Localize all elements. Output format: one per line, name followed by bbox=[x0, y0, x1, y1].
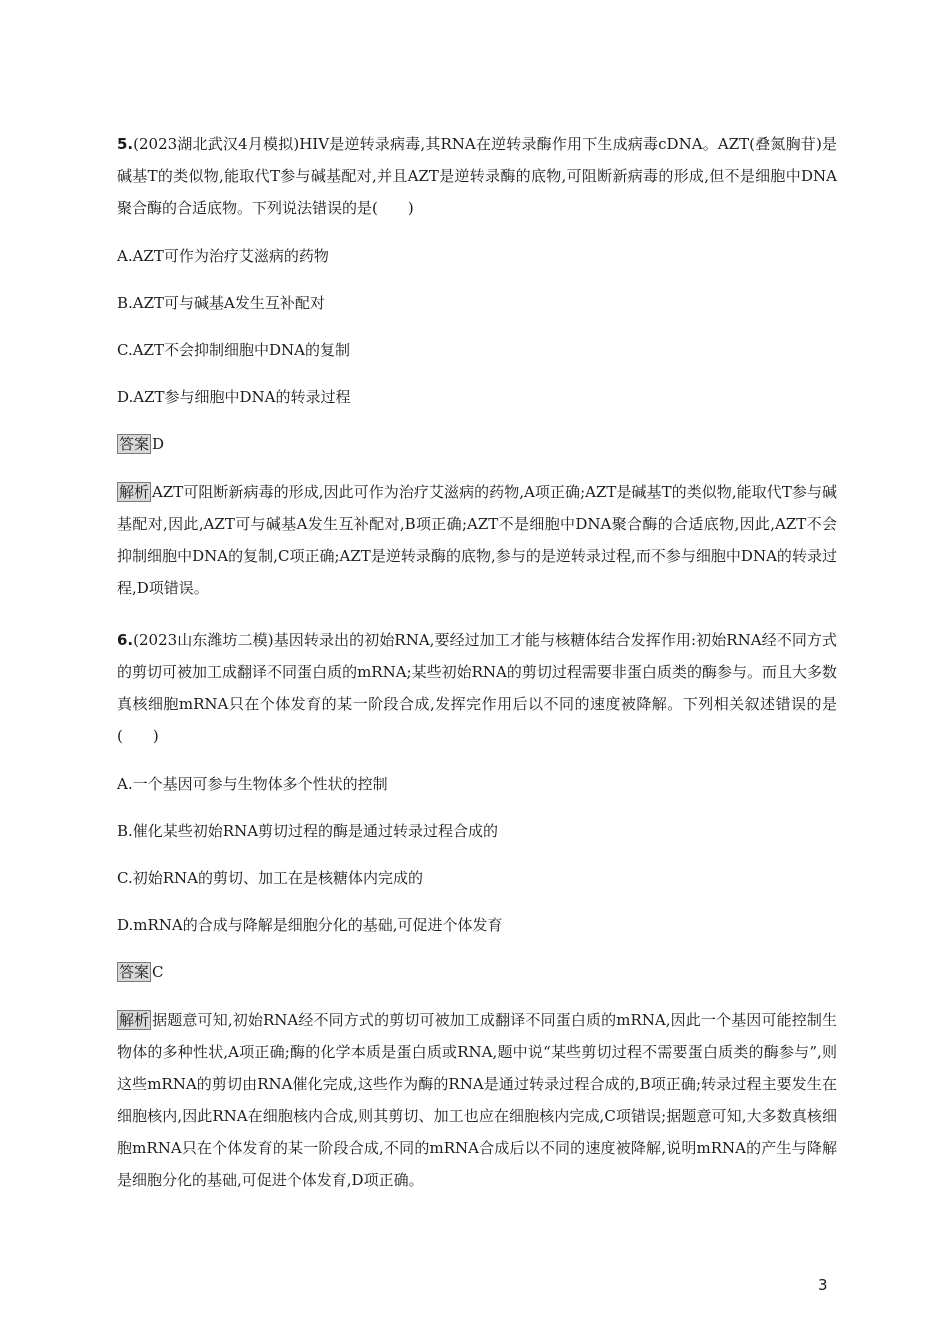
q5-option-d: D.AZT参与细胞中DNA的转录过程 bbox=[117, 388, 351, 406]
page-number: 3 bbox=[818, 1276, 828, 1294]
q6-option-b: B.催化某些初始RNA剪切过程的酶是通过转录过程合成的 bbox=[117, 822, 499, 840]
q5-option-b: B.AZT可与碱基A发生互补配对 bbox=[117, 294, 325, 312]
q6-answer bbox=[117, 960, 837, 984]
answer-value: D bbox=[152, 435, 165, 453]
explanation-text: AZT可阻断新病毒的形成,因此可作为治疗艾滋病的药物,A项正确;AZT是碱基T的类似物,能取代T参与碱基配对,因此,AZT可与碱基A发生互补配对,B项正确;AZT不是细胞中DNA聚合酶的合适底物,因此,AZT不会抑制细胞中DNA的复制,C项正确;AZT是逆转录酶的底物,参与的是逆转录过程,而不参与细胞中DNA的转录过程,D项错误。 bbox=[117, 483, 837, 597]
q6-option-d: D.mRNA的合成与降解是细胞分化的基础,可促进个体发育 bbox=[117, 916, 503, 934]
answer-tag: 答案 bbox=[119, 963, 150, 981]
question-text: (2023湖北武汉4月模拟)HIV是逆转录病毒,其RNA在逆转录酶作用下生成病毒cDNA。AZT(叠氮胸苷)是碱基T的类似物,能取代T参与碱基配对,并且AZT是逆转录酶的底物,可阻断新病毒的形成,但不是细胞中DNA聚合酶的合适底物。下列说法错误的是( ) bbox=[117, 135, 837, 217]
q6-option-c: C.初始RNA的剪切、加工在是核糖体内完成的 bbox=[117, 869, 423, 887]
q5-answer bbox=[117, 432, 837, 456]
question-number: 6. bbox=[117, 631, 134, 649]
question-text: (2023山东潍坊二模)基因转录出的初始RNA,要经过加工才能与核糖体结合发挥作用:初始RNA经不同方式的剪切可被加工成翻译不同蛋白质的mRNA;某些初始RNA的剪切过程需要非蛋白质类的酶参与。而且大多数真核细胞mRNA只在个体发育的某一阶段合成,发挥完作用后以不同的速度被降解。下列相关叙述错误的是 ( ) bbox=[117, 631, 928, 745]
q6-explanation bbox=[117, 1004, 837, 1196]
question-6-stem bbox=[117, 624, 928, 752]
q5-option-a: A.AZT可作为治疗艾滋病的药物 bbox=[117, 247, 329, 265]
explanation-tag: 解析 bbox=[119, 1011, 150, 1029]
question-number: 5. bbox=[117, 135, 134, 153]
q5-explanation bbox=[117, 476, 837, 604]
page-content bbox=[117, 128, 928, 1196]
explanation-tag: 解析 bbox=[119, 483, 150, 501]
q5-option-c: C.AZT不会抑制细胞中DNA的复制 bbox=[117, 341, 350, 359]
answer-tag: 答案 bbox=[119, 435, 150, 453]
answer-value: C bbox=[152, 963, 164, 981]
q6-option-a: A.一个基因可参与生物体多个性状的控制 bbox=[117, 775, 388, 793]
explanation-text: 据题意可知,初始RNA经不同方式的剪切可被加工成翻译不同蛋白质的mRNA,因此一个基因可能控制生物体的多种性状,A项正确;酶的化学本质是蛋白质或RNA,题中说“某些剪切过程不需要蛋白质类的酶参与”,则这些mRNA的剪切由RNA催化完成,这些作为酶的RNA是通过转录过程合成的,B项正确;转录过程主要发生在细胞核内,因此RNA在细胞核内合成,则其剪切、加工也应在细胞核内完成,C项错误;据题意可知,大多数真核细胞mRNA只在个体发育的某一阶段合成,不同的mRNA合成后以不同的速度被降解,说明mRNA的产生与降解是细胞分化的基础,可促进个体发育,D项正确。 bbox=[117, 1011, 837, 1189]
question-5-stem bbox=[117, 128, 837, 224]
